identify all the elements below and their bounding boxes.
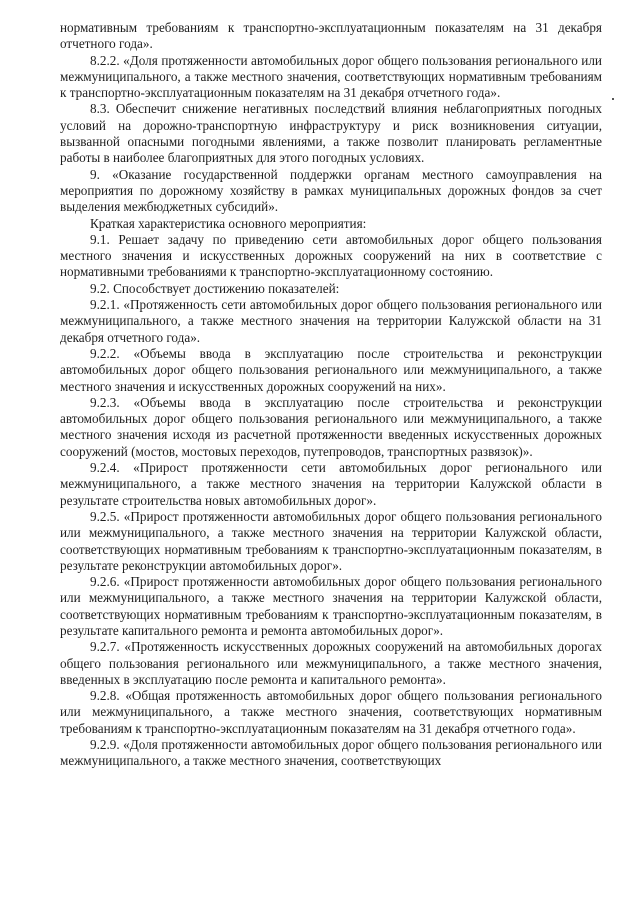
paragraph: Краткая характеристика основного мероприятия: [90, 215, 367, 231]
paragraph: 9.2.6. «Прирост протяженности автомобильных дорог общего пользования регионального или межмуниципального, а также местного значения на территории Калужской области, соответствующих нормативным требованиям к транспортно-эксплуатационным показателям, в результате капитального ремонта и ремонта автомобильных дорог». [60, 574, 602, 638]
paragraph: 9.2.2. «Объемы ввода в эксплуатацию после строительства и реконструкции автомобильных дорог общего пользования регионального или межмуниципального, а также местного значения и искусственных дорожных сооружений на них». [60, 345, 602, 394]
paragraph: 9.2.4. «Прирост протяженности сети автомобильных дорог регионального или межмуниципального, а также местного значения на территории Калужской области в результате строительства новых автомобильных дорог». [60, 460, 602, 508]
paragraph: 8.2.2. «Доля протяженности автомобильных дорог общего пользования регионального или межмуниципального, а также местного значения, соответствующих нормативным требованиям к транспортно-эксплуатационным показателям на 31 декабря отчетного года». [60, 52, 602, 101]
paragraph-continuation: нормативным требованиям к транспортно-эксплуатационным показателям на 31 декабря отчетного года». [60, 20, 602, 52]
paragraph: 9.2.7. «Протяженность искусственных дорожных сооружений на автомобильных дорогах общего пользования регионального или межмуниципального, а также местного значения, введенных в эксплуатацию после ремонта и капитального ремонта». [60, 639, 602, 687]
paragraph: 8.3. Обеспечит снижение негативных последствий влияния неблагоприятных погодных условий на дорожно-транспортную инфраструктуру и риск возникновения ситуации, вызванной опасными погодными явлениями, а также позволит планировать регламентные работы в наиболее благоприятных для этого погодных условиях. [60, 101, 602, 166]
paragraph: 9. «Оказание государственной поддержки органам местного самоуправления на мероприятия по дорожному хозяйству в рамках муниципальных дорожных фондов за счет выделения межбюджетных субсидий». [60, 166, 602, 215]
paragraph: 9.2.8. «Общая протяженность автомобильных дорог общего пользования регионального или межмуниципального, а также местного значения, соответствующих нормативным требованиям к транспортно-эксплуатационным показателям на 31 декабря отчетного года». [60, 688, 602, 736]
paragraph: 9.1. Решает задачу по приведению сети автомобильных дорог общего пользования местного значения и искусственных дорожных сооружений на них в соответствие с нормативными требованиями к транспортно-эксплуатационному состоянию. [60, 231, 602, 280]
paragraph: 9.2.1. «Протяженность сети автомобильных дорог общего пользования регионального или межмуниципального, а также местного значения на территории Калужской области на 31 декабря отчетного года». [60, 297, 602, 345]
paragraph: 9.2.9. «Доля протяженности автомобильных дорог общего пользования регионального или межмуниципального, а также местного значения, соответствующих [60, 737, 602, 769]
paragraph: 9.2.3. «Объемы ввода в эксплуатацию после строительства и реконструкции автомобильных дорог общего пользования регионального или межмуниципального, а также местного значения исходя из расчетной протяженности введенных искусственных дорожных сооружений (мостов, мостовых переходов, путепроводов, транспортных развязок)». [60, 394, 602, 459]
paragraph: 9.2. Способствует достижению показателей: [90, 280, 340, 296]
document-body [60, 20, 602, 770]
paragraph: 9.2.5. «Прирост протяженности автомобильных дорог общего пользования регионального или межмуниципального, а также местного значения на территории Калужской области, соответствующих нормативным требованиям к транспортно-эксплуатационным показателям, в результате реконструкции автомобильных дорог». [60, 508, 602, 573]
scan-speck [612, 98, 614, 100]
